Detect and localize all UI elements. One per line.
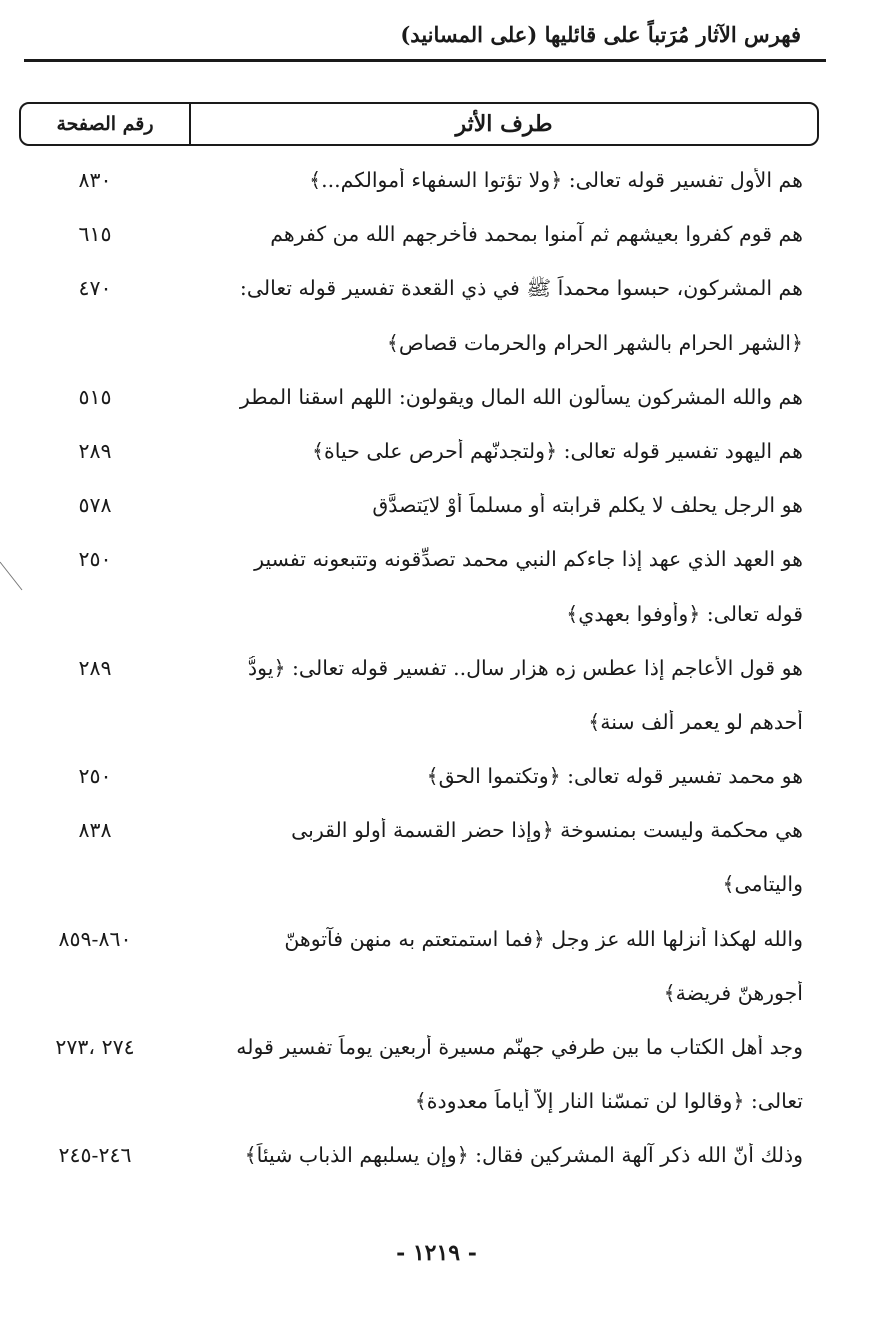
index-line (0, 919, 873, 973)
athar-text: قوله تعالى: ﴿وأوفوا بعهدي﴾ (566, 601, 803, 626)
page-folio: - ١٢١٩ - (396, 1240, 477, 1266)
index-line (0, 1135, 873, 1189)
athar-text: هم والله المشركون يسألون الله المال ويقولون: اللهم اسقنا المطر (239, 384, 803, 409)
page-number: ٢٥٠ (78, 764, 112, 789)
page-number: ٢٤٦-٢٤٥ (58, 1143, 132, 1168)
index-line (0, 648, 873, 702)
page-number: ٨٣٨ (78, 818, 112, 843)
page-number: ٥١٥ (78, 384, 112, 409)
athar-text: هم الأول تفسير قوله تعالى: ﴿ولا تؤتوا السفهاء أموالكم...﴾ (309, 168, 803, 192)
index-line (0, 1027, 873, 1081)
index-line-continuation (0, 973, 873, 1027)
athar-text: هو محمد تفسير قوله تعالى: ﴿وتكتموا الحق﴾ (426, 764, 803, 789)
index-line (0, 810, 873, 864)
athar-text: هو قول الأعاجم إذا عطس زه هزار سال.. تفسير قوله تعالى: ﴿يودُّ (248, 655, 803, 680)
athar-text: هو الرجل يحلف لا يكلم قرابته أو مسلماً أوْ لايَتصدَّق (372, 493, 803, 518)
index-line (0, 377, 873, 431)
athar-text: هم المشركون، حبسوا محمداً ﷺ في ذي القعدة تفسير قوله تعالى: (239, 276, 803, 301)
column-header-page: رقم الصفحة (21, 104, 191, 144)
athar-text: هم اليهود تفسير قوله تعالى: ﴿ولتجدنّهم أحرص على حياة﴾ (311, 438, 803, 463)
athar-text: والله لهكذا أنزلها الله عز وجل ﴿فما استمتعتم به منهن فآتوهنّ (284, 926, 803, 951)
header-rule (24, 59, 826, 62)
athar-text: واليتامى﴾ (722, 872, 803, 897)
page-number: ٦١٥ (78, 222, 112, 247)
page-number: ٢٧٤ ،٢٧٣ (55, 1035, 135, 1059)
page-number: ٢٨٩ (78, 655, 112, 680)
athar-text: هو العهد الذي عهد إذا جاءكم النبي محمد تصدِّقونه وتتبعونه تفسير (254, 547, 803, 572)
running-title: فهرس الآثار مُرَتباً على قائليها (على المسانيد) (400, 22, 801, 47)
page-number: ٢٨٩ (78, 438, 112, 463)
athar-text: وذلك أنّ الله ذكر آلهة المشركين فقال: ﴿وإن يسلبهم الذباب شيئاً﴾ (244, 1143, 803, 1168)
index-line-continuation (0, 1081, 873, 1135)
index-line-continuation (0, 864, 873, 918)
athar-text: وجد أهل الكتاب ما بين طرفي جهنّم مسيرة أربعين يوماً تفسير قوله (236, 1035, 803, 1059)
index-entries (0, 160, 873, 1190)
index-line-continuation (0, 594, 873, 648)
athar-text: تعالى: ﴿وقالوا لن تمسّنا النار إلاّ أياماً معدودة﴾ (414, 1089, 803, 1114)
index-line (0, 485, 873, 539)
page-number: ٨٦٠-٨٥٩ (58, 926, 132, 951)
index-line-continuation (0, 323, 873, 377)
scan-edge-mark (0, 560, 28, 596)
page-number: ٨٣٠ (78, 168, 112, 192)
athar-text: هم قوم كفروا بعيشهم ثم آمنوا بمحمد فأخرجهم الله من كفرهم (270, 222, 803, 247)
index-line (0, 756, 873, 810)
athar-text: هي محكمة وليست بمنسوخة ﴿وإذا حضر القسمة أولو القربى (291, 818, 803, 843)
index-line (0, 160, 873, 214)
column-header-athar: طرف الأثر (455, 111, 553, 137)
athar-text: أجورهنّ فريضة﴾ (663, 980, 803, 1005)
page-number: ٤٧٠ (78, 276, 112, 301)
page-number: ٥٧٨ (78, 493, 112, 518)
index-line (0, 431, 873, 485)
athar-text: أحدهم لو يعمر ألف سنة﴾ (588, 709, 803, 734)
index-line (0, 214, 873, 268)
page-number: ٢٥٠ (78, 547, 112, 572)
index-line-continuation (0, 702, 873, 756)
index-line (0, 539, 873, 593)
index-line (0, 268, 873, 322)
athar-text: ﴿الشهر الحرام بالشهر الحرام والحرمات قصاص﴾ (386, 330, 803, 355)
table-header (19, 102, 819, 146)
